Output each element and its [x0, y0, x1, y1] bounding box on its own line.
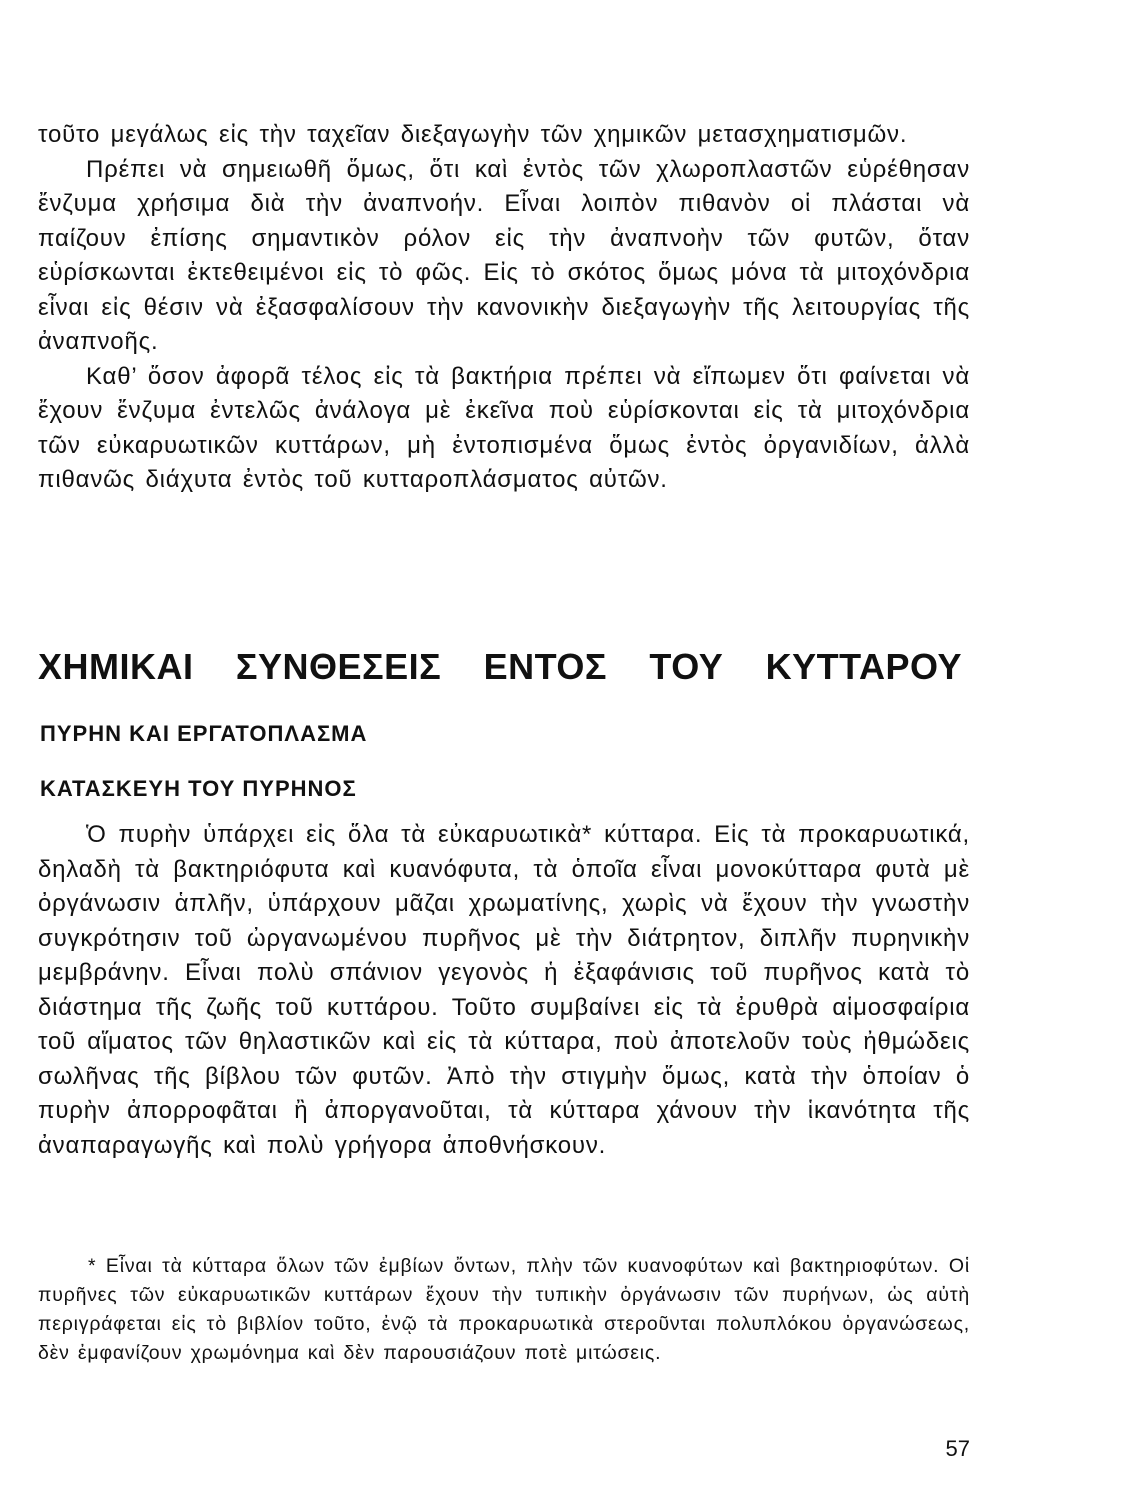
heading-word: ΚΥΤΤΑΡΟΥ — [765, 646, 962, 687]
page-number: 57 — [945, 1436, 970, 1461]
heading-word: ΧΗΜΙΚΑΙ — [38, 646, 194, 687]
paragraph-continuation: τοῦτο μεγάλως εἰς τὴν ταχεῖαν διεξαγωγὴν τῶν χημικῶν μετασχηματισμῶν. — [38, 121, 908, 148]
paragraph-chloroplast-enzymes: Πρέπει νὰ σημειωθῆ ὅμως, ὅτι καὶ ἐντὸς τῶν χλωροπλαστῶν εὑρέθησαν ἔνζυμα χρήσιμα διὰ τὴν ἀναπνοήν. Εἶναι λοιπὸν πιθανὸν οἱ πλάσται νὰ παίζουν ἐπίσης σημαντικὸν ρόλον εἰς τὴν ἀναπνοὴν τῶν φυτῶν, ὅταν εὑρίσκωνται ἐκτεθειμένοι εἰς τὸ φῶς. Εἰς τὸ σκότος ὅμως μόνα τὰ μιτοχόνδρια εἶναι εἰς θέσιν νὰ ἐξασφαλίσουν τὴν κανονικὴν διεξαγωγὴν τῆς λειτουργίας τῆς ἀναπνοῆς. — [38, 155, 970, 355]
heading-word: ΤΟΥ — [649, 646, 724, 687]
paragraph-nucleus: Ὁ πυρὴν ὑπάρχει εἰς ὅλα τὰ εὐκαρυωτικὰ* κύτταρα. Εἰς τὰ προκαρυωτικά, δηλαδὴ τὰ βακτηριόφυτα καὶ κυανόφυτα, τὰ ὁποῖα εἶναι μονοκύτταρα φυτὰ μὲ ὀργάνωσιν ἁπλῆν, ὑπάρχουν μᾶζαι χρωματίνης, χωρὶς νὰ ἔχουν τὴν γνωστὴν συγκρότησιν τοῦ ὠργανωμένου πυρῆνος μὲ τὴν διάτρητον, διπλῆν πυρηνικὴν μεμβράνην. Εἶναι πολὺ σπάνιον γεγονὸς ἡ ἐξαφάνισις τοῦ πυρῆνος κατὰ τὸ διάστημα τῆς ζωῆς τοῦ κυττάρου. Τοῦτο συμβαίνει εἰς τὰ ἐρυθρὰ αἱμοσφαίρια τοῦ αἵματος τῶν θηλαστικῶν καὶ εἰς τὰ κύτταρα, ποὺ ἀποτελοῦν τοὺς ἠθμώδεις σωλῆνας τῆς βίβλου τῶν φυτῶν. Ἀπὸ τὴν στιγμὴν ὅμως, κατὰ τὴν ὁποίαν ὁ πυρὴν ἀπορροφᾶται ἢ ἀποργανοῦται, τὰ κύτταρα χάνουν τὴν ἱκανότητα τῆς ἀναπαραγωγῆς καὶ πολὺ γρήγορα ἀποθνήσκουν. — [38, 821, 970, 1159]
footnote: * Εἶναι τὰ κύτταρα ὅλων τῶν ἐμβίων ὄντων, πλὴν τῶν κυανοφύτων καὶ βακτηριοφύτων. Οἱ πυρῆνες τῶν εὐκαρυωτικῶν κυττάρων ἔχουν τὴν τυπικὴν ὀργάνωσιν τῶν πυρήνων, ὡς αὐτὴ περιγράφεται εἰς τὸ βιβλίον τοῦτο, ἐνῷ τὰ προκαρυωτικὰ στεροῦνται πολυπλόκου ὀργανώσεως, δὲν ἐμφανίζουν χρωμόνημα καὶ δὲν παρουσιάζουν ποτὲ μιτώσεις. — [38, 1255, 970, 1364]
text-block-nucleus — [38, 818, 970, 1163]
heading-word: ΣΥΝΘΕΣΕΙΣ — [235, 646, 442, 687]
book-page — [38, 118, 970, 1478]
subheading-nucleus-ergatoplasm: ΠΥΡΗΝ ΚΑΙ ΕΡΓΑΤΟΠΛΑΣΜΑ — [40, 721, 368, 746]
section-heading — [38, 646, 962, 688]
subheading-nucleus-structure: ΚΑΤΑΣΚΕΥΗ ΤΟΥ ΠΥΡΗΝΟΣ — [40, 776, 357, 801]
paragraph-bacteria-enzymes: Καθ’ ὅσον ἀφορᾶ τέλος εἰς τὰ βακτήρια πρέπει νὰ εἴπωμεν ὅτι φαίνεται νὰ ἔχουν ἔνζυμα ἐντελῶς ἀνάλογα μὲ ἐκεῖνα ποὺ εὑρίσκονται εἰς τὰ μιτοχόνδρια τῶν εὐκαρυωτικῶν κυττάρων, μὴ ἐντοπισμένα ὅμως ἐντὸς ὀργανιδίων, ἀλλὰ πιθανῶς διάχυτα ἐντὸς τοῦ κυτταροπλάσματος αὐτῶν. — [38, 362, 970, 493]
text-block-respiration — [38, 118, 970, 498]
heading-word: ΕΝΤΟΣ — [483, 646, 608, 687]
